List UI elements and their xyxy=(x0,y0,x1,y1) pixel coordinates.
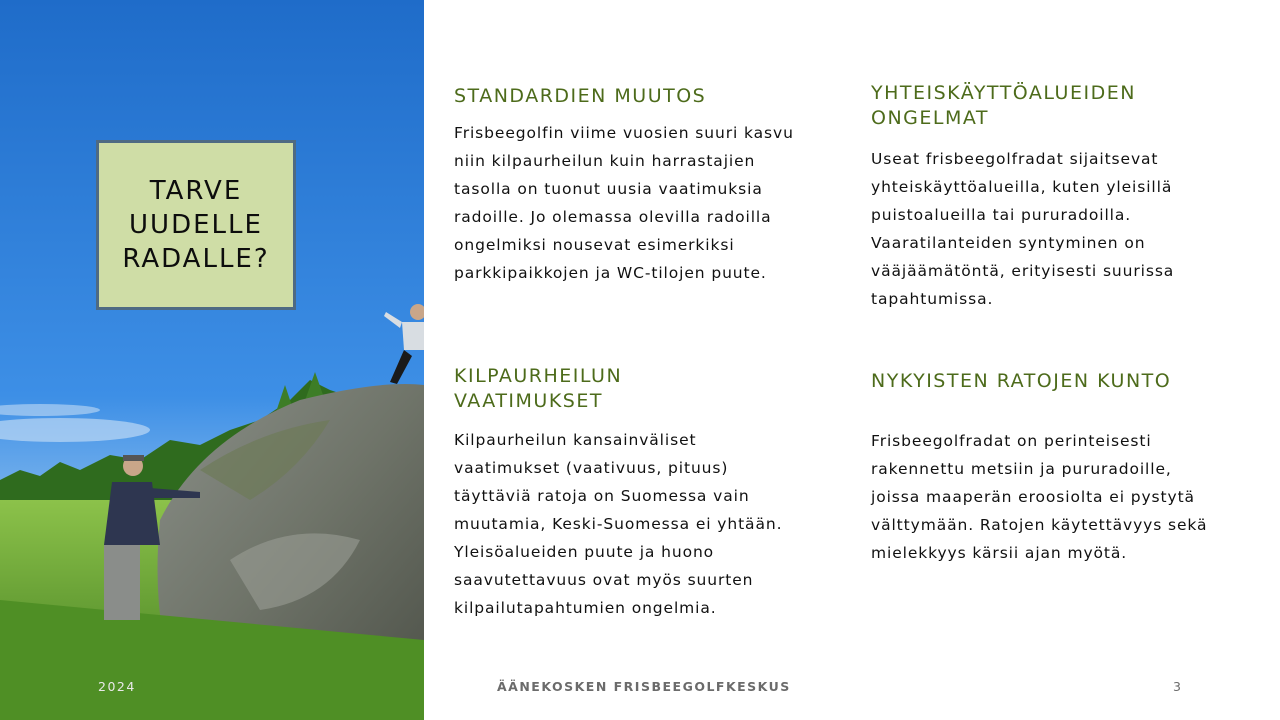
section-body: Frisbeegolfradat on perinteisesti rakennettu metsiin ja pururadoille, joissa maaperän eroosiolta ei pystytä välttymään. Ratojen käytettävyys sekä mielekkyys kärsii ajan myötä. xyxy=(871,432,1208,562)
section-competition-requirements xyxy=(454,364,794,622)
landscape-photo-image xyxy=(0,0,424,720)
title-box xyxy=(96,140,296,310)
section-shared-areas xyxy=(871,81,1211,313)
section-body: Useat frisbeegolfradat sijaitsevat yhteiskäyttöalueilla, kuten yleisillä puistoalueilla tai pururadoilla. Vaaratilanteiden syntyminen on vääjäämätöntä, erityisesti suurissa tapahtumissa. xyxy=(871,150,1175,308)
section-heading: KILPAURHEILUN VAATIMUKSET xyxy=(454,365,623,412)
footer-year: 2024 xyxy=(98,679,136,694)
cover-photo xyxy=(0,0,424,720)
slide-title: TARVE UUDELLE RADALLE? xyxy=(122,176,270,274)
footer-organization: ÄÄNEKOSKEN FRISBEEGOLFKESKUS xyxy=(497,679,791,694)
section-standard-changes xyxy=(454,84,794,287)
section-heading: NYKYISTEN RATOJEN KUNTO xyxy=(871,370,1172,392)
section-body: Kilpaurheilun kansainväliset vaatimukset (vaativuus, pituus) täyttäviä ratoja on Suomessa vain muutamia, Keski-Suomessa ei yhtään. Yleisöalueiden puute ja huono saavutettavuus ovat myös suurten kilpailutapahtumien ongelmia. xyxy=(454,431,783,617)
section-body: Frisbeegolfin viime vuosien suuri kasvu niin kilpaurheilun kuin harrastajien tasolla on tuonut uusia vaatimuksia radoille. Jo olemassa olevilla radoilla ongelmiksi nousevat esimerkiksi parkkipaikkojen ja WC-tilojen puute. xyxy=(454,124,794,282)
section-heading: STANDARDIEN MUUTOS xyxy=(454,85,707,107)
section-heading: YHTEISKÄYTTÖALUEIDEN ONGELMAT xyxy=(871,82,1136,129)
section-course-condition xyxy=(871,369,1211,567)
page-number: 3 xyxy=(1173,679,1183,694)
